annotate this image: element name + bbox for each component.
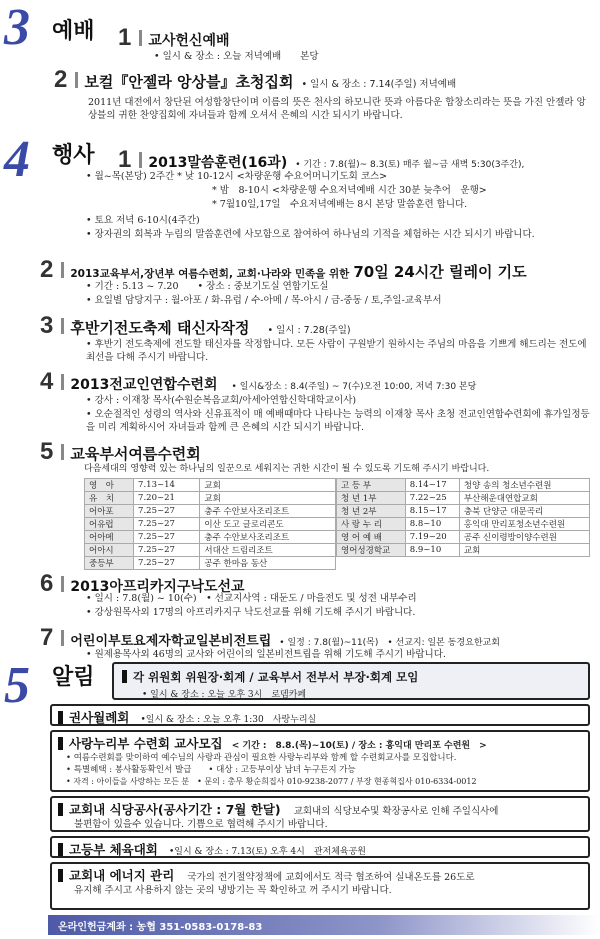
item-number: 7 — [40, 624, 54, 651]
item-number: 1 — [118, 24, 132, 51]
item-title: 교사헌신예배 — [148, 33, 230, 49]
table-cell-place: 이산 도고 글로리콘도 — [200, 518, 336, 531]
events-item-1-line3: * 7월10일,17일 수요저녁예배는 8시 본당 말씀훈련 합니다. — [212, 199, 468, 210]
table-row — [85, 492, 336, 505]
table-row — [337, 492, 590, 505]
notice-line: • 여름수련회를 맞이하여 예수님의 사랑과 관심이 필요한 사랑누리부와 함께 할 수련회교사를 모집합니다. — [66, 753, 457, 763]
notice-box-4 — [50, 796, 590, 832]
section-title-notices: 알림 — [52, 665, 95, 690]
item-number: 5 — [40, 438, 54, 465]
notice-meta: •일시 & 장소 : 7.13(토) 오후 4시 관저체육공원 — [168, 847, 367, 857]
divider-bar — [61, 262, 64, 278]
table-cell-group: 어유럽 — [85, 518, 134, 531]
table-cell-place: 충주 수안보사조리조트 — [200, 531, 336, 544]
notice-box-5 — [50, 836, 590, 858]
table-cell-date: 7.25~27 — [134, 505, 200, 518]
item-number: 4 — [40, 368, 54, 395]
table-cell-place: 교회 — [459, 544, 589, 557]
item-title: 2013말씀훈련(16과) — [148, 155, 288, 171]
table-cell-group: 영 아 — [85, 479, 134, 492]
events-item-4-line1: • 강사 : 이재창 목사(수원순복음교회/아세아연합신학대학교이사) — [86, 395, 357, 406]
table-cell-place: 충북 단양군 대문곡리 — [459, 505, 589, 518]
item-meta: • 기간 : 7.8(월)~ 8.3(토) 매주 월~금 새벽 5:30(3주간), — [295, 160, 525, 170]
notice-title: 권사월례회 — [69, 710, 130, 725]
notice-line: 불편함이 있을수 있습니다. 기쁨으로 협력해 주시기 바랍니다. — [74, 819, 328, 830]
item-title: 2013교육부서,장년부 여름수련회, 교회·나라와 민족을 위한 — [70, 268, 350, 280]
events-item-1-line1: • 월~목(본당) 2주간 * 낮 10-12시 <차량운행 수요어머니기도회 코스> — [86, 171, 388, 182]
worship-item-1 — [118, 24, 230, 52]
footer-bar — [48, 915, 600, 935]
divider-bar — [75, 72, 78, 88]
notice-meta: < 기간 : 8.8.(목)~10(토) / 장소 : 홍익대 만리포 수련원 > — [231, 741, 487, 751]
notice-title: 각 위원회 위원장·회계 / 교육부서 전부서 부장·회계 모임 — [133, 670, 419, 684]
notice-title: 고등부 체육대회 — [69, 842, 158, 857]
item-meta: • 일시&장소 : 8.4(주일) ~ 7(수)오전 10:00, 저녁 7:30 본당 — [231, 382, 477, 392]
events-item-1-line2: * 밤 8-10시 <차량운행 수요저녁예배 시간 30분 늦추어 운행> — [212, 185, 487, 196]
worship-item-2-desc: 2011년 대전에서 창단된 여성합창단이며 이름의 뜻은 천사의 하모니란 뜻과 아름다운 합창소리라는 뜻을 가진 안젤라 앙상블의 귀한 찬양집회에 자녀들과 함께 오셔서 은혜의 시간 되시기 바랍니다. — [88, 97, 586, 121]
bullet-block — [58, 843, 63, 856]
notice-meta: • 일시 & 장소 : 오늘 오후 3시 로뎀카페 — [142, 690, 307, 700]
table-cell-date: 7.20~21 — [134, 492, 200, 505]
events-item-5 — [40, 438, 201, 466]
retreat-table-left — [84, 478, 336, 570]
notice-meta: 국가의 전기절약정책에 교회에서도 적극 협조하여 실내온도를 26도로 — [187, 872, 475, 883]
events-item-4 — [40, 368, 476, 396]
table-cell-date: 7.19~20 — [405, 531, 459, 544]
bullet-block — [58, 803, 63, 816]
worship-item-2 — [54, 66, 456, 94]
table-row — [85, 479, 336, 492]
table-cell-group: 청 년 2부 — [337, 505, 406, 518]
item-number: 3 — [40, 312, 54, 339]
table-row — [85, 531, 336, 544]
section-number-worship: 3 — [4, 0, 30, 56]
events-item-1-line4: • 토요 저녁 6-10시(4주간) — [86, 215, 200, 226]
events-item-7-line1: • 원제용목사외 46명의 교사와 어린이의 일본비전트립을 위해 기도해 주시기 바랍니다. — [86, 649, 446, 660]
events-item-5-desc: 다음세대의 영향력 있는 하나님의 일꾼으로 세워지는 귀한 시간이 될 수 있도록 기도해 주시기 바랍니다. — [84, 464, 490, 474]
item-meta: • 일시 : 7.28(주일) — [267, 325, 351, 336]
item-title: 보컬『안젤라 앙상블』초청집회 — [84, 73, 294, 91]
table-cell-date: 8.15~17 — [405, 505, 459, 518]
item-title-emphasis: 70일 24시간 릴레이 기도 — [353, 263, 527, 281]
notice-title: 교회내 에너지 관리 — [69, 868, 175, 883]
bullet-block — [58, 869, 63, 882]
table-cell-group: 사 랑 누 리 — [337, 518, 406, 531]
table-cell-place: 교회 — [200, 479, 336, 492]
notice-line: • 자격 : 아이들을 사랑하는 모든 분 • 문의 : 총무 황순희집사 010-9238-2077 / 부장 현종혁집사 010-6334-0012 — [66, 777, 477, 786]
table-row — [85, 518, 336, 531]
table-cell-group: 어아시 — [85, 544, 134, 557]
divider-bar — [61, 444, 64, 460]
notice-title: 사랑누리부 수련회 교사모집 — [69, 736, 223, 751]
table-cell-date: 7.25~27 — [134, 531, 200, 544]
events-item-2-line1: • 기간 : 5.13 ~ 7.20 • 장소 : 중보기도실 연합기도실 — [86, 281, 329, 292]
item-number: 6 — [40, 570, 54, 597]
item-meta: • 일정 : 7.8(월)~11(목) • 선교지: 일본 동경요한교회 — [279, 638, 500, 648]
item-number: 1 — [118, 146, 132, 173]
table-cell-group: 청 년 1부 — [337, 492, 406, 505]
table-cell-date: 7.25~27 — [134, 557, 200, 570]
worship-item-1-meta: • 일시 & 장소 : 오늘 저녁예배 본당 — [154, 51, 319, 62]
divider-bar — [61, 318, 64, 334]
divider-bar — [139, 30, 142, 46]
notice-line: 유지해 주시고 사용하지 않는 곳의 냉방기는 꼭 확인하고 꺼 주시기 바랍니다. — [74, 885, 392, 896]
item-number: 2 — [40, 256, 54, 283]
divider-bar — [139, 152, 142, 168]
table-row — [337, 531, 590, 544]
events-item-3-line1: • 후반기 전도축제에 전도할 태신자를 작정합니다. 모든 사람이 구원받기 원하시는 주님의 마음을 기쁘게 해드리는 전도에 최선을 다해 주시기 바랍니다. — [86, 339, 587, 363]
item-title: 2013아프리카지구낙도선교 — [70, 579, 245, 595]
table-cell-place: 공주 신이령방이양수련원 — [459, 531, 589, 544]
table-row — [337, 544, 590, 557]
bullet-block — [58, 737, 63, 750]
table-row — [337, 518, 590, 531]
table-cell-date: 7.25~27 — [134, 518, 200, 531]
table-cell-date: 8.9~10 — [405, 544, 459, 557]
item-number: 2 — [54, 66, 68, 93]
table-cell-place: 청양 송의 청소년수련원 — [459, 479, 589, 492]
table-cell-group: 고 등 부 — [337, 479, 406, 492]
item-title: 2013전교인연합수련회 — [70, 377, 218, 393]
section-title-worship: 예배 — [52, 19, 95, 44]
table-row — [85, 544, 336, 557]
table-cell-group: 유 치 — [85, 492, 134, 505]
item-meta: • 일시 & 장소 : 7.14(주일) 저녁예배 — [301, 79, 457, 90]
notice-line: • 특별혜택 : 봉사활동확인서 발급 • 대상 : 고등부이상 남녀 누구든지 가능 — [66, 765, 356, 775]
table-cell-place: 서대산 드림리조트 — [200, 544, 336, 557]
events-item-6-line1: • 일시 : 7.8(월) ~ 10(수) • 선교지사역 : 대둔도 / 마을전도 및 성전 내부수리 — [86, 593, 417, 604]
table-row — [337, 479, 590, 492]
bullet-block — [58, 711, 63, 724]
item-title: 후반기전도축제 태신자작정 — [70, 319, 250, 337]
retreat-table-right — [336, 478, 590, 557]
section-title-events: 행사 — [52, 143, 95, 168]
events-item-2-line2: • 요일별 담당지구 : 월-아포 / 화-유럽 / 수-아메 / 목-아시 / 금-중동 / 토,주일-교육부서 — [86, 295, 442, 306]
table-row — [337, 505, 590, 518]
events-item-6-line2: • 강상원목사외 17명의 아프리카지구 낙도선교를 위해 기도해 주시기 바랍니다. — [86, 607, 416, 618]
table-cell-date: 8.8~10 — [405, 518, 459, 531]
divider-bar — [61, 630, 64, 646]
table-cell-date: 8.14~17 — [405, 479, 459, 492]
table-cell-group: 어아포 — [85, 505, 134, 518]
notice-title: 교회내 식당공사(공사기간 : 7월 한달) — [69, 802, 281, 817]
table-cell-group: 영 어 예 배 — [337, 531, 406, 544]
table-cell-place: 홍익대 만리포청소년수련원 — [459, 518, 589, 531]
bullet-block — [122, 670, 127, 683]
section-number-notices: 5 — [4, 657, 30, 714]
item-title: 교육부서여름수련회 — [70, 445, 201, 463]
notice-box-2 — [50, 704, 590, 726]
notice-box-6 — [50, 862, 590, 910]
notice-box-3 — [50, 730, 590, 792]
section-number-events: 4 — [4, 131, 30, 188]
table-row — [85, 505, 336, 518]
notice-box-1 — [112, 662, 590, 700]
events-item-1-line5: • 장자권의 회복과 누림의 말씀훈련에 사모함으로 참여하여 하나님의 기적을 체험하는 시간 되시기 바랍니다. — [86, 229, 535, 240]
table-cell-place: 교회 — [200, 492, 336, 505]
table-cell-place: 공주 한마음 동산 — [200, 557, 336, 570]
item-title: 어린이부토요제자학교일본비전트립 — [70, 634, 272, 649]
table-cell-date: 7.25~27 — [134, 544, 200, 557]
table-cell-date: 7.13~14 — [134, 479, 200, 492]
table-cell-group: 영어성경학교 — [337, 544, 406, 557]
offering-account: 온라인헌금계좌 : 농협 351-0583-0178-83 — [58, 922, 263, 933]
notice-meta: 교회내의 식당보수및 확장공사로 인해 주일식사에 — [293, 806, 499, 817]
table-cell-place: 부산해운대연합교회 — [459, 492, 589, 505]
events-item-3 — [40, 312, 351, 340]
table-cell-place: 충주 수안보사조리조트 — [200, 505, 336, 518]
divider-bar — [61, 374, 64, 390]
table-cell-date: 7.22~25 — [405, 492, 459, 505]
table-cell-group: 중등부 — [85, 557, 134, 570]
notice-meta: •일시 & 장소 : 오늘 오후 1:30 사랑누리실 — [140, 715, 317, 725]
table-row — [85, 557, 336, 570]
divider-bar — [61, 576, 64, 592]
events-item-4-line2: • 오순절적인 성령의 역사와 신유표적이 매 예배때마다 나타나는 능력의 이재창 목사 초청 전교인연합수련회에 휴가일정등을 미리 계획하시어 자녀들과 함께 큰 은혜의 시간 되시기 바랍니다. — [86, 409, 590, 433]
table-cell-group: 어아메 — [85, 531, 134, 544]
